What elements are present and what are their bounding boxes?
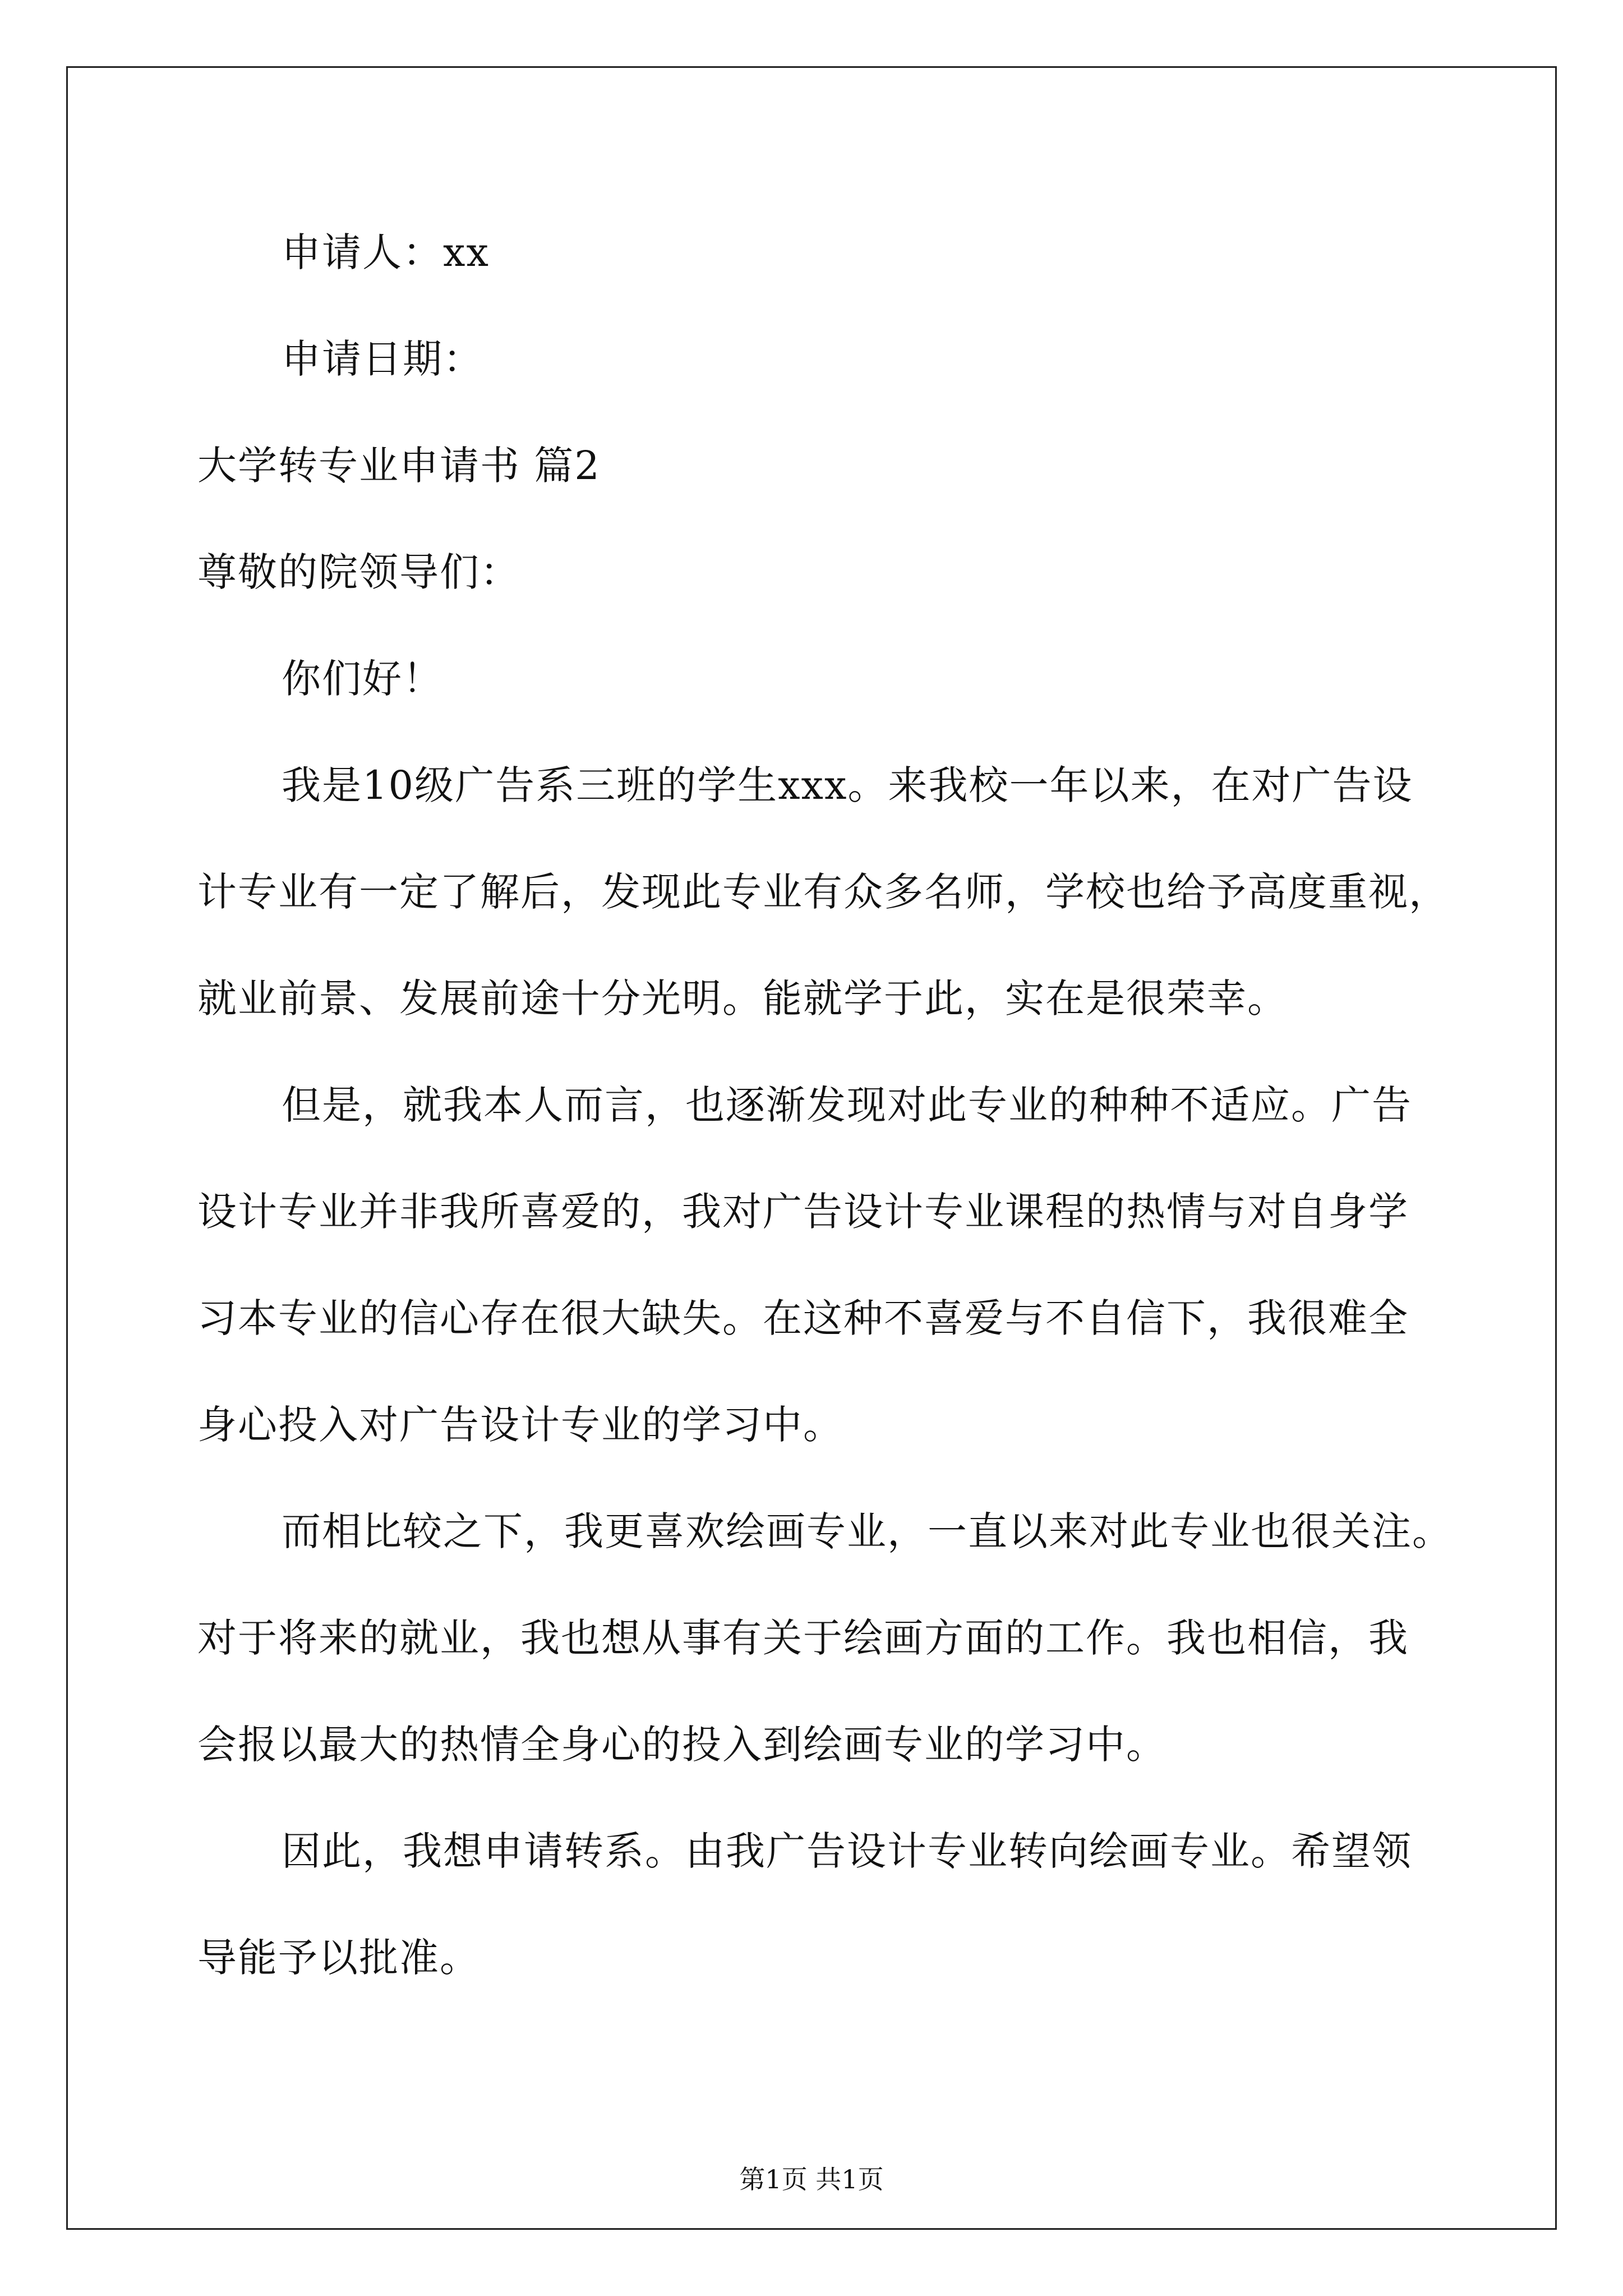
paragraph-line: 而相比较之下，我更喜欢绘画专业，一直以来对此专业也很关注。 [282, 1508, 1453, 1554]
paragraph-line: 习本专业的信心存在很大缺失。在这种不喜爱与不自信下，我很难全 [197, 1295, 1409, 1341]
page-footer: 第1页 共1页 [739, 2164, 884, 2194]
page-border [66, 66, 1557, 2230]
applicant-line: 申请人：xx [282, 229, 490, 275]
paragraph-line: 但是，就我本人而言，也逐渐发现对此专业的种种不适应。广告 [282, 1082, 1412, 1128]
paragraph-line: 我是10级广告系三班的学生xxx。来我校一年以来，在对广告设 [282, 762, 1413, 808]
paragraph-line: 会报以最大的热情全身心的投入到绘画专业的学习中。 [197, 1722, 1166, 1768]
greeting: 你们好！ [282, 656, 443, 702]
paragraph-line: 计专业有一定了解后，发现此专业有众多名师，学校也给予高度重视， [197, 869, 1449, 915]
paragraph-line: 对于将来的就业，我也想从事有关于绘画方面的工作。我也相信，我 [197, 1615, 1409, 1661]
date-line: 申请日期： [282, 336, 483, 382]
paragraph-line: 因此，我想申请转系。由我广告设计专业转向绘画专业。希望领 [282, 1828, 1412, 1874]
paragraph-line: 设计专业并非我所喜爱的，我对广告设计专业课程的热情与对自身学 [197, 1189, 1409, 1235]
section-title: 大学转专业申请书 篇2 [197, 443, 601, 489]
salutation: 尊敬的院领导们： [197, 549, 520, 595]
paragraph-line: 就业前景、发展前途十分光明。能就学于此，实在是很荣幸。 [197, 976, 1288, 1022]
paragraph-line: 身心投入对广告设计专业的学习中。 [197, 1402, 843, 1448]
paragraph-line: 导能予以批准。 [197, 1935, 480, 1981]
